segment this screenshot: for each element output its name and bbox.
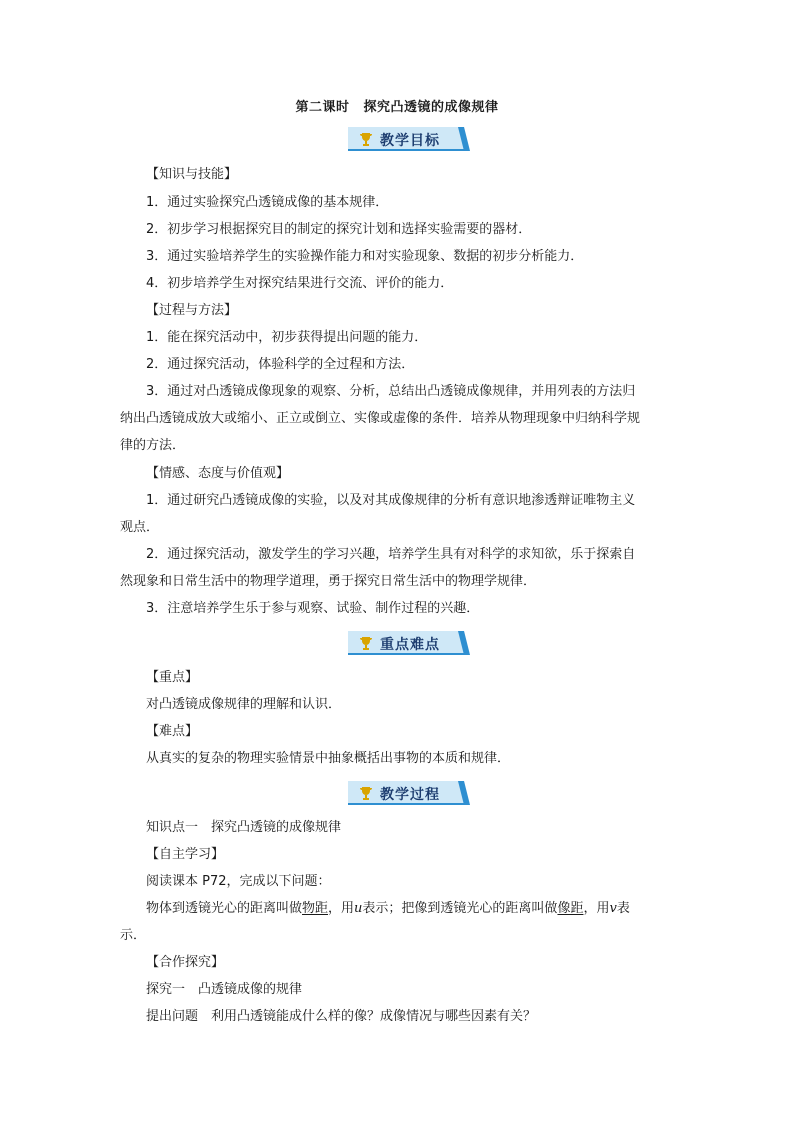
process-method-heading: 【过程与方法】	[146, 303, 238, 318]
banner-key-points	[348, 631, 470, 655]
process-method-item: 3．通过对凸透镜成像现象的观察、分析，总结出凸透镜成像规律，并用列表的方法归	[146, 384, 636, 399]
banner-label: 教学过程	[380, 787, 440, 803]
object-distance-term: 物距	[302, 901, 329, 916]
emotion-item: 3．注意培养学生乐于参与观察、试验、制作过程的兴趣．	[146, 601, 480, 616]
process-method-item: 2．通过探究活动，体验科学的全过程和方法．	[146, 357, 415, 372]
trophy-icon	[358, 785, 374, 801]
symbol-v: v	[609, 901, 617, 916]
explore-title: 探究一 凸透镜成像的规律	[146, 982, 303, 997]
emotion-item-cont: 然现象和日常生活中的物理学道理，勇于探究日常生活中的物理学规律．	[120, 574, 537, 589]
difficult-text: 从真实的复杂的物理实验情景中抽象概括出事物的本质和规律．	[146, 751, 511, 766]
knowledge-item: 2．初步学习根据探究目的制定的探究计划和选择实验需要的器材．	[146, 222, 532, 237]
trophy-icon	[358, 131, 374, 147]
knowledge-point-title: 知识点一 探究凸透镜的成像规律	[146, 820, 342, 835]
emotion-item: 2．通过探究活动，激发学生的学习兴趣，培养学生具有对科学的求知欲，乐于探索自	[146, 547, 636, 562]
lesson-title-part1: 第二课时	[295, 100, 350, 115]
emotion-item-cont: 观点．	[120, 520, 160, 535]
difficult-heading: 【难点】	[146, 724, 199, 739]
banner-teaching-goals	[348, 127, 470, 151]
question-line	[146, 1008, 706, 1026]
banner-teaching-process	[348, 781, 470, 805]
knowledge-item: 3．通过实验培养学生的实验操作能力和对实验现象、数据的初步分析能力．	[146, 249, 584, 264]
lesson-title-part2: 探究凸透镜的成像规律	[363, 100, 499, 115]
emotion-item: 1．通过研究凸透镜成像的实验，以及对其成像规律的分析有意识地渗透辩证唯物主义	[146, 493, 636, 508]
question-text: 利用凸透镜能成什么样的像？成像情况与哪些因素有关？	[211, 1009, 537, 1024]
knowledge-item: 4．初步培养学生对探究结果进行交流、评价的能力．	[146, 276, 454, 291]
key-heading: 【重点】	[146, 670, 199, 685]
banner-label: 教学目标	[380, 133, 440, 149]
lesson-title	[0, 96, 794, 115]
emotion-heading: 【情感、态度与价值观】	[146, 466, 290, 481]
self-study-heading: 【自主学习】	[146, 847, 225, 862]
process-method-item: 1．能在探究活动中，初步获得提出问题的能力．	[146, 330, 428, 345]
knowledge-item: 1．通过实验探究凸透镜成像的基本规律．	[146, 195, 389, 210]
coop-heading: 【合作探究】	[146, 955, 225, 970]
trophy-icon	[358, 635, 374, 651]
definition-line: 物体到透镜光心的距离叫做物距，用u表示；把像到透镜光心的距离叫做像距，用v表	[146, 901, 630, 916]
symbol-u: u	[354, 901, 363, 916]
key-text: 对凸透镜成像规律的理解和认识．	[146, 697, 342, 712]
process-method-item-cont: 律的方法．	[120, 438, 186, 453]
self-study-intro: 阅读课本 P72，完成以下问题：	[146, 874, 331, 889]
process-method-item-cont: 纳出凸透镜成放大或缩小、正立或倒立、实像或虚像的条件．培养从物理现象中归纳科学规	[120, 411, 641, 426]
image-distance-term: 像距	[557, 901, 584, 916]
definition-line-cont: 示．	[120, 928, 147, 943]
banner-label: 重点难点	[380, 637, 440, 653]
knowledge-heading: 【知识与技能】	[146, 167, 238, 182]
question-label: 提出问题	[146, 1009, 199, 1024]
